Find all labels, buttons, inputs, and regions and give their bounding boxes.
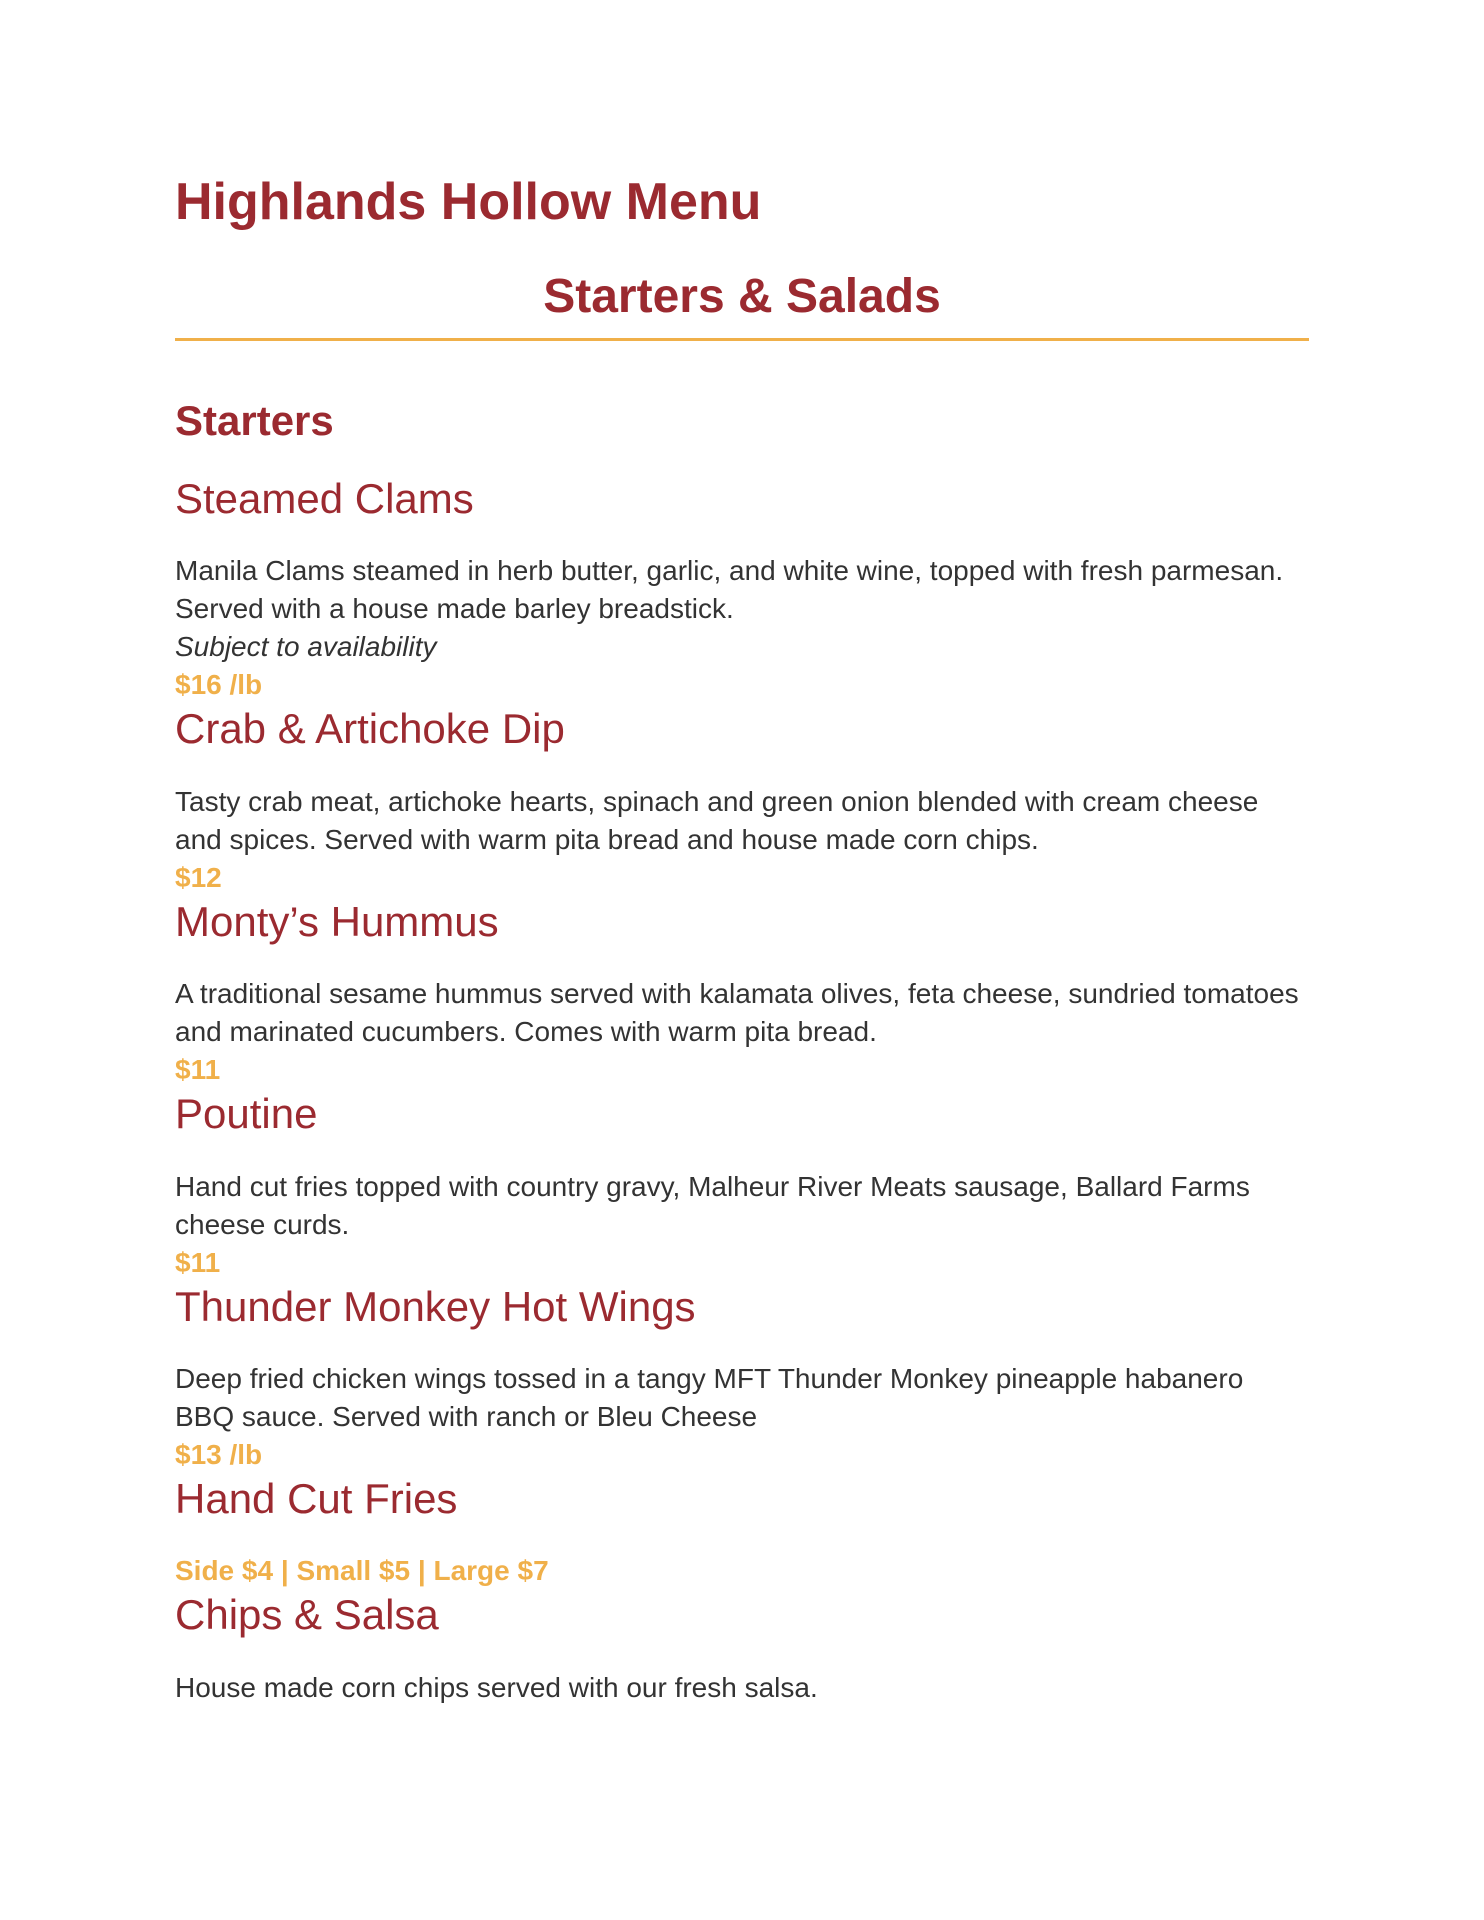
category-title: Starters xyxy=(175,397,334,444)
menu-item-name: Chips & Salsa xyxy=(175,1591,439,1639)
menu-item xyxy=(175,474,1309,704)
menu-item-price: $13 /lb xyxy=(175,1438,263,1470)
menu-item-name: Crab & Artichoke Dip xyxy=(175,705,565,753)
menu-item-price: $12 xyxy=(175,861,222,893)
menu-item-description: Deep fried chicken wings tossed in a tangy MFT Thunder Monkey pineapple habanero BBQ sauce. Served with ranch or Bleu Cheese xyxy=(175,1362,1244,1432)
menu-item-description: A traditional sesame hummus served with kalamata olives, feta cheese, sundried tomatoes and marinated cucumbers. Comes with warm pita bread. xyxy=(175,978,1299,1048)
menu-item-description: Tasty crab meat, artichoke hearts, spinach and green onion blended with cream cheese and spices. Served with warm pita bread and house made corn chips. xyxy=(175,785,1259,855)
menu-item-description: House made corn chips served with our fresh salsa. xyxy=(175,1671,818,1703)
menu-item xyxy=(175,1282,1309,1474)
menu-item-price: $11 xyxy=(175,1054,221,1086)
section-title: Starters & Salads xyxy=(543,270,941,323)
menu-item-price: $11 xyxy=(175,1246,221,1278)
menu-item-description: Hand cut fries topped with country gravy, Malheur River Meats sausage, Ballard Farms cheese curds. xyxy=(175,1170,1250,1240)
section-divider xyxy=(175,338,1309,341)
menu-item-name: Poutine xyxy=(175,1090,318,1138)
menu-item-name: Hand Cut Fries xyxy=(175,1474,458,1522)
menu-item xyxy=(175,1474,1309,1590)
menu-item-description: Manila Clams steamed in herb butter, garlic, and white wine, topped with fresh parmesan. Served with a house made barley breadstick. xyxy=(175,555,1284,625)
menu-item-name: Monty’s Hummus xyxy=(175,897,499,945)
menu-items-list xyxy=(175,474,1309,1707)
menu-item-price: $16 /lb xyxy=(175,669,263,701)
menu-item-name: Steamed Clams xyxy=(175,475,474,522)
menu-item xyxy=(175,1089,1309,1281)
menu-item-name: Thunder Monkey Hot Wings xyxy=(175,1282,696,1330)
menu-item xyxy=(175,704,1309,896)
menu-item xyxy=(175,1590,1309,1706)
menu-item-price: Side $4 | Small $5 | Large $7 xyxy=(175,1555,549,1587)
menu-item-note: Subject to availability xyxy=(175,631,437,663)
menu-item xyxy=(175,897,1309,1089)
menu-title: Highlands Hollow Menu xyxy=(175,173,762,231)
